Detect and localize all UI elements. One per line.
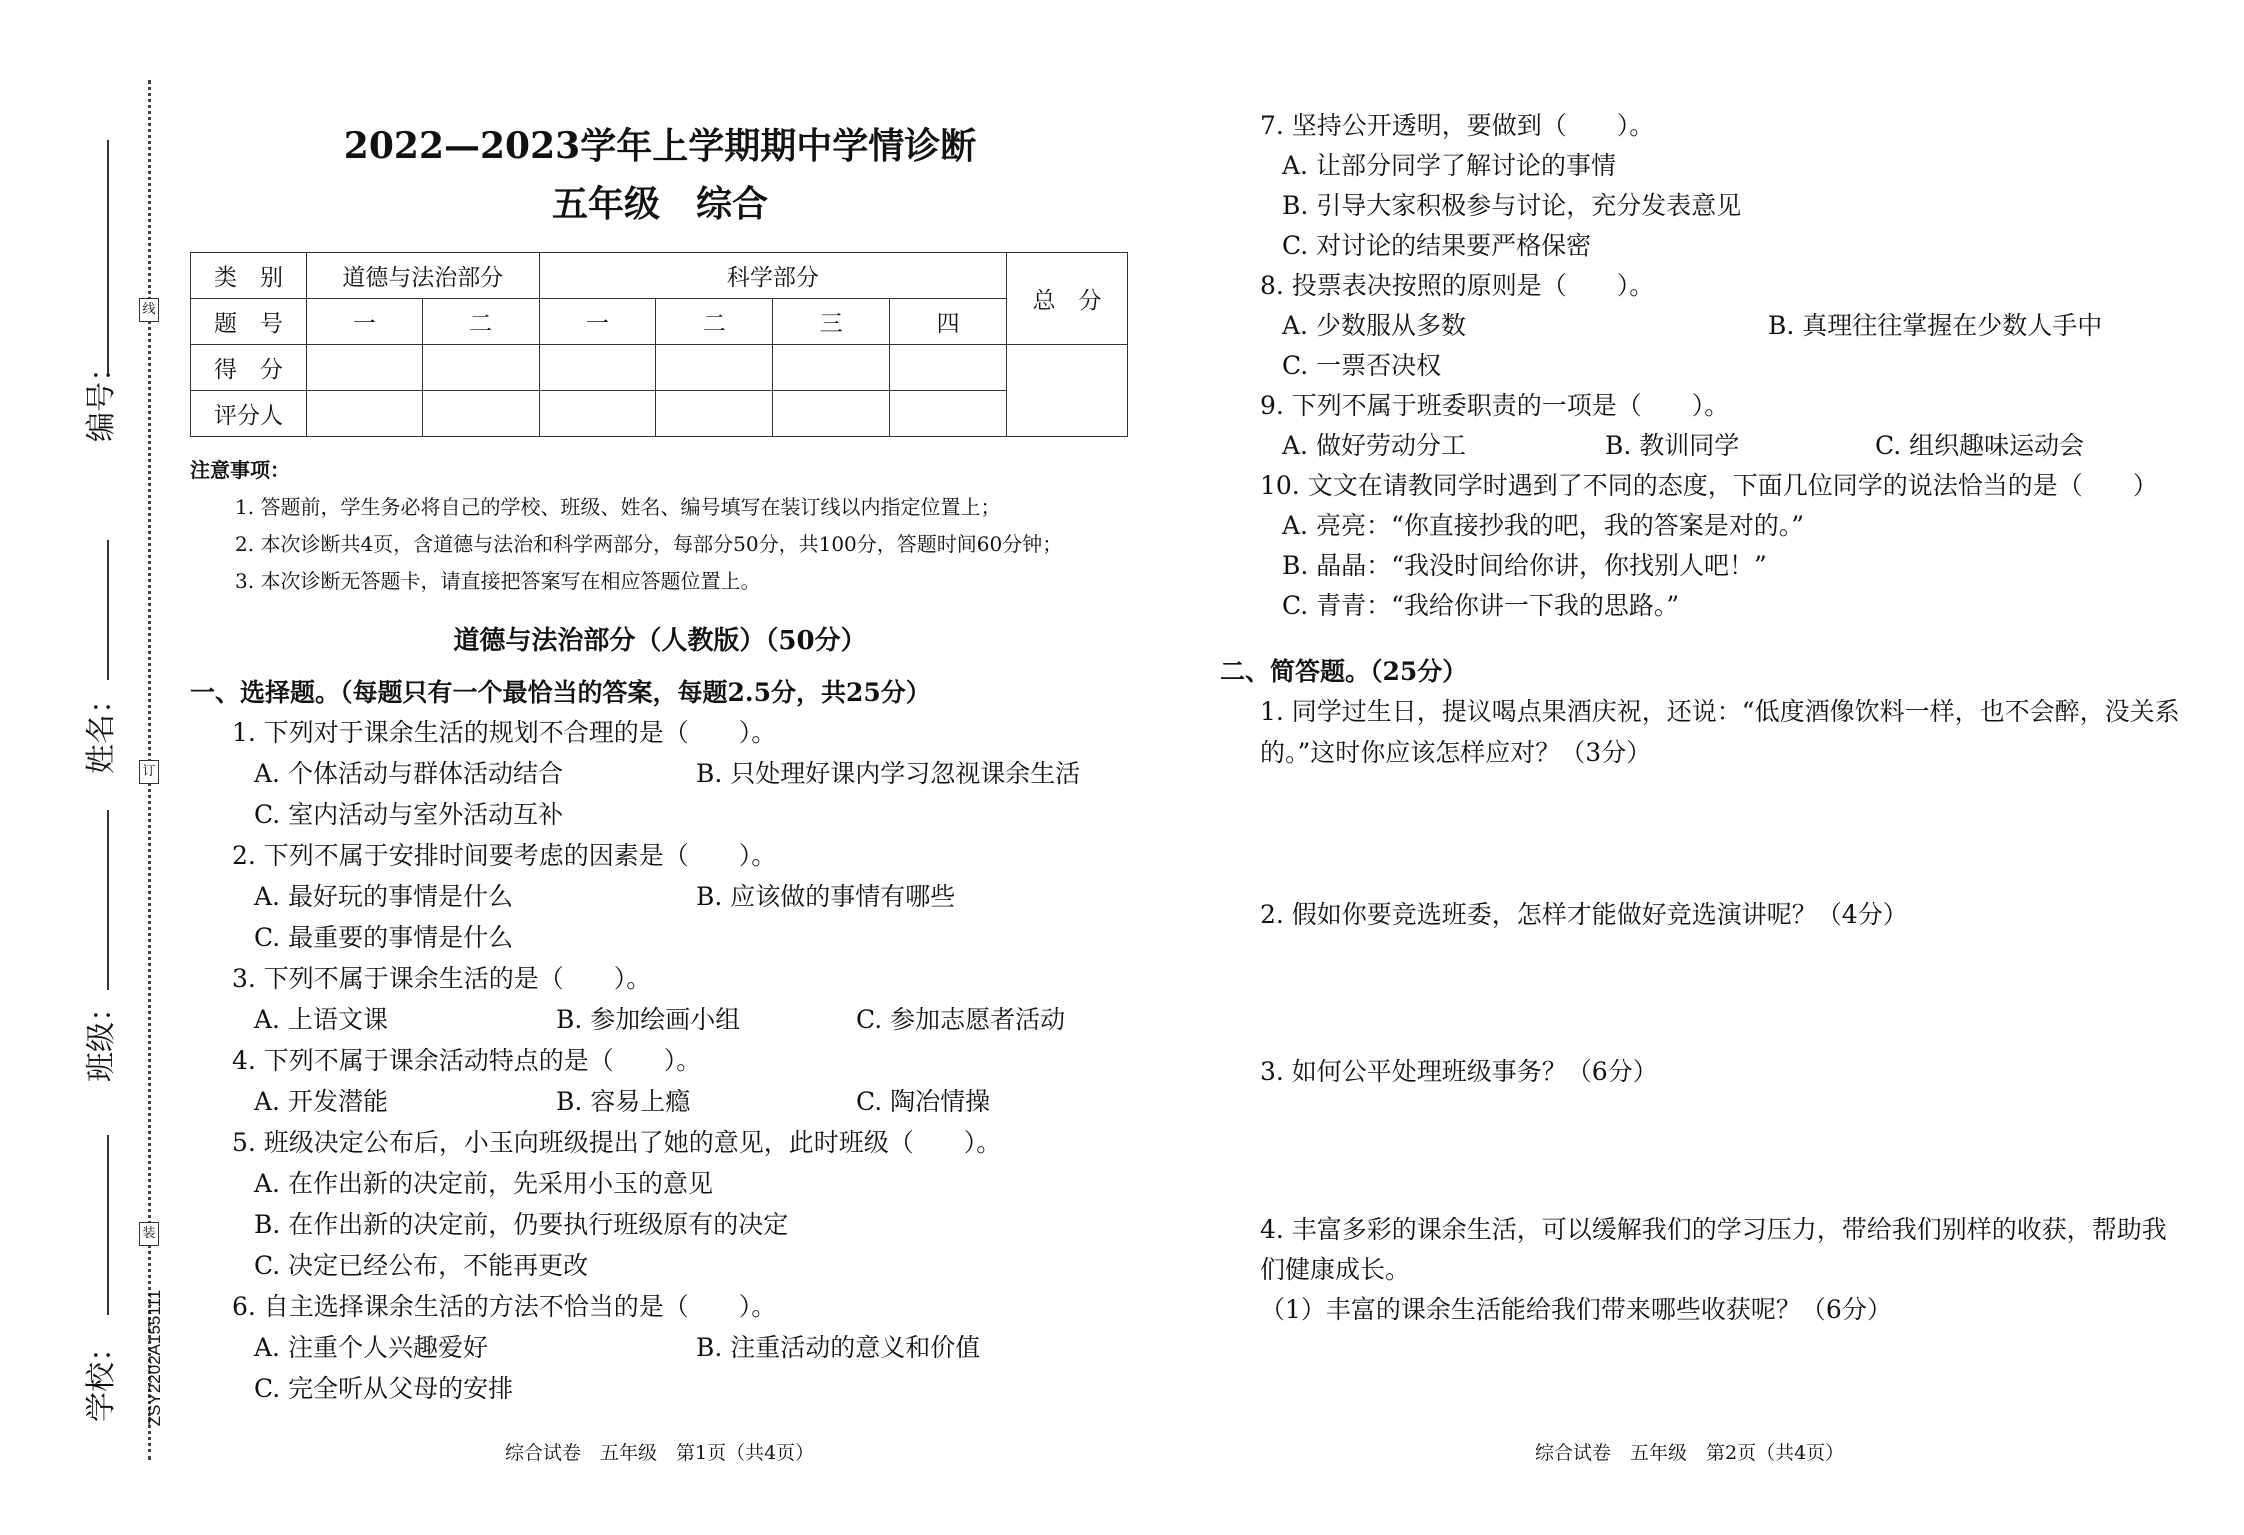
question-number: 四	[890, 299, 1007, 345]
notes	[190, 452, 1140, 600]
question-option: A. 少数服从多数	[1282, 311, 1466, 340]
question-option: B. 应该做的事情有哪些	[696, 882, 956, 911]
grader-label: 评分人	[191, 391, 307, 437]
question-number: 二	[422, 299, 539, 345]
binding-mark-line: 线	[139, 298, 159, 322]
question-stem: 1. 下列对于课余生活的规划不合理的是（ ）。	[232, 718, 777, 747]
question-number: 三	[773, 299, 890, 345]
question-option: B. 容易上瘾	[556, 1087, 691, 1116]
question-option: B. 在作出新的决定前，仍要执行班级原有的决定	[254, 1210, 789, 1239]
short-answer-question: 们健康成长。	[1260, 1255, 1411, 1284]
science-part-header: 科学部分	[539, 253, 1006, 299]
question-option: C. 最重要的事情是什么	[254, 923, 514, 952]
short-answer-subquestion: （1）丰富的课余生活能给我们带来哪些收获呢？（6分）	[1260, 1295, 1892, 1324]
page2-footer: 综合试卷 五年级 第2页（共4页）	[1535, 1442, 1845, 1464]
section1-heading: 一、选择题。（每题只有一个最恰当的答案，每题2.5分，共25分）	[190, 678, 931, 707]
school-label: 学校：	[84, 1332, 119, 1422]
short-answer-question: 1. 同学过生日，提议喝点果酒庆祝，还说：“低度酒像饮料一样，也不会醉，没关系	[1260, 697, 2180, 726]
question-number: 二	[656, 299, 773, 345]
notes-heading: 注意事项：	[190, 458, 290, 482]
exam-subtitle: 五年级 综合	[551, 183, 768, 225]
name-label: 姓名：	[84, 684, 119, 774]
question-stem: 7. 坚持公开透明，要做到（ ）。	[1260, 111, 1655, 140]
score-cell[interactable]	[890, 345, 1007, 391]
question-stem: 4. 下列不属于课余活动特点的是（ ）。	[232, 1046, 702, 1075]
number-label: 编号：	[84, 352, 119, 442]
score-label: 得 分	[191, 345, 307, 391]
notes-item: 1. 答题前，学生务必将自己的学校、班级、姓名、编号填写在装订线以内指定位置上；	[235, 495, 1001, 519]
question-option: A. 注重个人兴趣爱好	[254, 1333, 488, 1362]
question-option: C. 陶冶情操	[856, 1087, 991, 1116]
question-option: C. 对讨论的结果要严格保密	[1282, 231, 1592, 260]
class-blank-line[interactable]	[107, 810, 109, 990]
question-option: A. 亮亮：“你直接抄我的吧，我的答案是对的。”	[1282, 511, 1805, 540]
total-score-header: 总 分	[1007, 253, 1128, 345]
score-cell[interactable]	[773, 345, 890, 391]
question-option: A. 最好玩的事情是什么	[254, 882, 513, 911]
morality-part-header: 道德与法治部分	[306, 253, 539, 299]
grader-cell[interactable]	[422, 391, 539, 437]
question-stem: 3. 下列不属于课余生活的是（ ）。	[232, 964, 652, 993]
question-stem: 6. 自主选择课余生活的方法不恰当的是（ ）。	[232, 1292, 777, 1321]
paper-code: ZSY2202A155111	[145, 1289, 164, 1427]
binding-mark-bind: 装	[139, 1222, 159, 1246]
question-stem: 9. 下列不属于班委职责的一项是（ ）。	[1260, 391, 1730, 420]
question-stem: 2. 下列不属于安排时间要考虑的因素是（ ）。	[232, 841, 777, 870]
short-answer-question: 3. 如何公平处理班级事务？（6分）	[1260, 1057, 1658, 1086]
notes-item: 2. 本次诊断共4页，含道德与法治和科学两部分，每部分50分，共100分，答题时间60分钟；	[235, 532, 1063, 556]
short-answer-question: 2. 假如你要竞选班委，怎样才能做好竞选演讲呢？（4分）	[1260, 900, 1908, 929]
question-option: B. 注重活动的意义和价值	[696, 1333, 981, 1362]
grader-cell[interactable]	[539, 391, 656, 437]
question-option: A. 在作出新的决定前，先采用小玉的意见	[254, 1169, 713, 1198]
score-table	[190, 252, 1128, 437]
category-label: 类 别	[191, 253, 307, 299]
question-stem: 5. 班级决定公布后，小玉向班级提出了她的意见，此时班级（ ）。	[232, 1128, 1002, 1157]
question-option: B. 只处理好课内学习忽视课余生活	[696, 759, 1081, 788]
question-option: A. 个体活动与群体活动结合	[254, 759, 563, 788]
section2-heading: 二、简答题。（25分）	[1220, 657, 1468, 686]
part-title: 道德与法治部分（人教版）（50分）	[453, 626, 867, 656]
binding-mark-order: 订	[139, 760, 159, 784]
score-cell[interactable]	[422, 345, 539, 391]
question-option: C. 青青：“我给你讲一下我的思路。”	[1282, 591, 1680, 620]
grader-cell[interactable]	[773, 391, 890, 437]
total-score-cell[interactable]	[1007, 345, 1128, 437]
question-number: 一	[539, 299, 656, 345]
question-stem: 8. 投票表决按照的原则是（ ）。	[1260, 271, 1655, 300]
grader-cell[interactable]	[656, 391, 773, 437]
question-option: A. 开发潜能	[254, 1087, 388, 1116]
question-option: C. 室内活动与室外活动互补	[254, 800, 564, 829]
short-answer-question: 的。”这时你应该怎样应对？（3分）	[1260, 738, 1652, 767]
question-option: C. 决定已经公布，不能再更改	[254, 1251, 589, 1280]
question-stem: 10. 文文在请教同学时遇到了不同的态度，下面几位同学的说法恰当的是（ ）	[1260, 471, 2158, 500]
question-option: C. 组织趣味运动会	[1875, 431, 2085, 460]
question-option: B. 晶晶：“我没时间给你讲，你找别人吧！”	[1282, 551, 1767, 580]
page1-footer: 综合试卷 五年级 第1页（共4页）	[505, 1442, 815, 1464]
question-option: A. 做好劳动分工	[1282, 431, 1466, 460]
question-option: B. 教训同学	[1605, 431, 1740, 460]
score-cell[interactable]	[306, 345, 422, 391]
school-blank-line[interactable]	[107, 1135, 109, 1315]
grader-cell[interactable]	[306, 391, 422, 437]
question-option: A. 让部分同学了解讨论的事情	[1282, 151, 1616, 180]
class-label: 班级：	[84, 992, 119, 1082]
question-option: B. 引导大家积极参与讨论，充分发表意见	[1282, 191, 1742, 220]
score-cell[interactable]	[539, 345, 656, 391]
question-option: B. 真理往往掌握在少数人手中	[1768, 311, 2103, 340]
name-blank-line[interactable]	[107, 540, 109, 680]
grader-cell[interactable]	[890, 391, 1007, 437]
question-option: C. 参加志愿者活动	[856, 1005, 1066, 1034]
score-cell[interactable]	[656, 345, 773, 391]
question-option: C. 完全听从父母的安排	[254, 1374, 514, 1403]
question-number-label: 题 号	[191, 299, 307, 345]
short-answer-question: 4. 丰富多彩的课余生活，可以缓解我们的学习压力，带给我们别样的收获，帮助我	[1260, 1215, 2167, 1244]
question-option: A. 上语文课	[254, 1005, 388, 1034]
exam-title: 2022—2023学年上学期期中学情诊断	[343, 125, 977, 167]
notes-item: 3. 本次诊断无答题卡，请直接把答案写在相应答题位置上。	[235, 569, 761, 593]
question-option: C. 一票否决权	[1282, 351, 1442, 380]
question-option: B. 参加绘画小组	[556, 1005, 741, 1034]
number-blank-line[interactable]	[107, 140, 109, 375]
question-number: 一	[306, 299, 422, 345]
